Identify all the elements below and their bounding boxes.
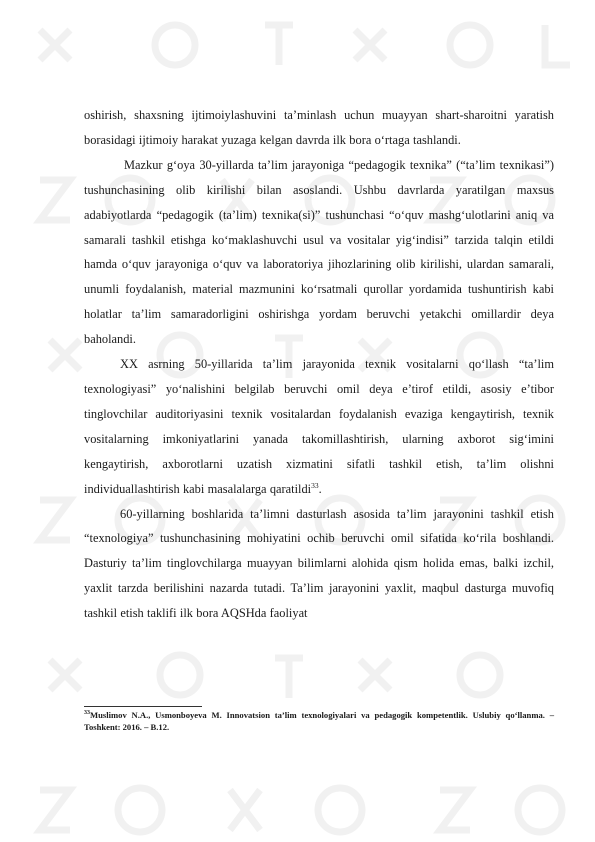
footnote-reference[interactable]: 33 xyxy=(311,480,319,490)
footnote-separator xyxy=(84,706,202,707)
paragraph-4-text: 60-yillarning boshlarida ta’limni dasturlash asosida ta’lim jarayonini tashkil etish “texnologiya” tushunchasining mohiyatini ochib beruvchi omil sifatida ko‘rila boshlandi. Dasturiy ta’lim tinglovchilarga muayyan bilimlarni alohida qism holida emas, balki izchil, yaxlit tarzda berilishini nazarda tutadi. Ta’lim jarayonini yaxlit, maqbul dasturga muvofiq tashkil etish taklifi ilk bora AQSHda faoliyat xyxy=(84,506,554,621)
footnote-text: Muslimov N.A., Usmonboyeva M. Innovatsion ta’lim texnologiyalari va pedagogik kompetentlik. Uslubiy qo‘llanma. – Toshkent: 2016. – B.12. xyxy=(84,710,554,732)
paragraph-2-text: Mazkur g‘oya 30-yillarda ta’lim jarayoniga “pedagogik texnika” (“ta’lim texnikasi”) tushunchasining olib kirilishi bilan asoslandi. Ushbu davrlarda yaratilgan maxsus adabiyotlarda “pedagogik (ta’lim) texnika(si)” tushunchasi “o‘quv mashg‘ulotlarini aniq va samarali tashkil etishga ko‘maklashuvchi usul va vositalar yig‘indisi” tarzida talqin etildi hamda o‘quv jarayoniga o‘quv va laboratoriya jihozlarining olib kirilishi, ulardan samarali, unumli foydalanish, material mazmunini ko‘rsatmali qurollar yordamida tushuntirish kabi holatlar ta’lim samaradorligini oshirishga yordam beruvchi yetakchi omillardir deya baholandi. xyxy=(84,157,554,347)
paragraph-1-text: oshirish, shaxsning ijtimoiylashuvini ta’minlash uchun muayyan shart-sharoitni yaratish borasidagi ijtimoiy harakat yuzaga kelgan davrda ilk bora o‘rtaga tashlandi. xyxy=(84,108,554,147)
paragraph-1 xyxy=(84,103,554,153)
paragraph-3-tail: . xyxy=(318,481,322,496)
paragraph-4 xyxy=(84,502,554,627)
paragraph-3-text: XX asrning 50-yillarida ta’lim jarayonida texnik vositalarni qo‘llash “ta’lim texnologiyasi” yo‘nalishini belgilab beruvchi omil deya e’tirof etildi, asosiy e’tibor tinglovchilar auditoriyasini texnik vositalardan foydalanish evaziga kengaytirish, texnik vositalarning imkoniyatlarini yanada takomillashtirish, ularning axborot sig‘imini kengaytirish, axborotlarni uzatish xizmatini sifatli tashkil etish, ta’lim olishni individuallashtirish kabi masalalarga qaratildi xyxy=(84,357,554,496)
paragraph-3 xyxy=(84,352,554,501)
footnote-number: 33 xyxy=(84,710,90,717)
footnote xyxy=(84,710,554,733)
document-body xyxy=(84,103,554,626)
paragraph-2 xyxy=(84,153,554,352)
